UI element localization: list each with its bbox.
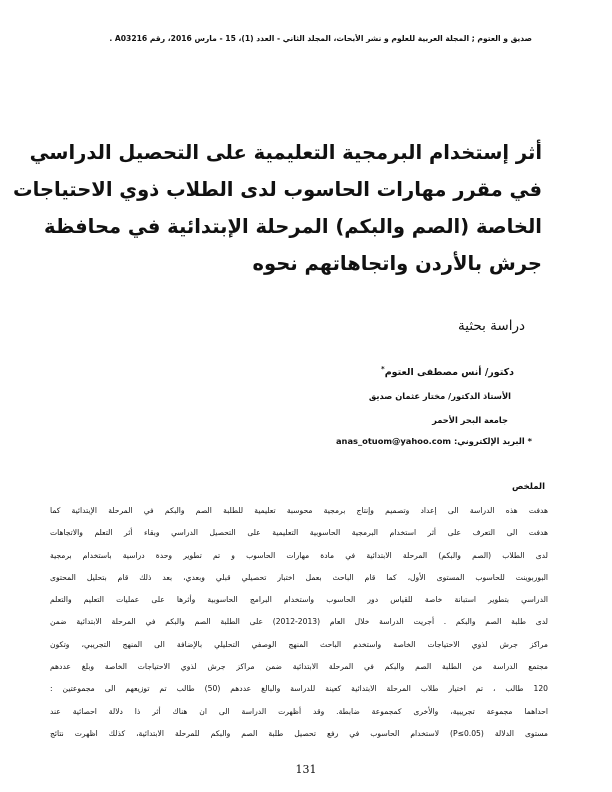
abstract-line: الدراسي بتطوير استبانة خاصة للقياس دور الحاسوب واستخدام البرامج الحاسوبية وأثرها على عمليات التعليم والتعلم [50, 595, 548, 605]
abstract-line: لدى طلبة الصم والبكم . أجريت الدراسة خلال العام (2013-2012) على الطلبة الصم والبكم في المرحلة الابتدائية ضمن [50, 617, 548, 627]
abstract-line: مجتمع الدراسة من الطلبة الصم والبكم في المرحلة الابتدائية ضمن مراكز جرش لذوي الاحتياجات الخاصة وبلغ عددهم [50, 662, 548, 672]
abstract-line: احداهما مجموعة تجريبية، والأخرى كمجموعة ضابطة. وقد أظهرت الدراسة الى ان هناك أثر ذا دلالة احصائية عند [50, 706, 548, 716]
abstract-line: هدفت هذه الدراسة الى إعداد وتصميم وإنتاج برمجية محوسبة تعليمية للطلبة الصم والبكم في المرحلة الإبتدائية كما [50, 506, 548, 515]
abstract-body [50, 500, 548, 745]
abstract-heading: الملخص [512, 482, 545, 492]
abstract-line: 120 طالب ، تم اختيار طلاب المرحلة الابتدائية كعينة للدراسة والبالغ عددهم (50) طالب تم توزيعهم الى مجموعتين : [50, 684, 548, 694]
abstract-line: هدفت الى التعرف على أثر استخدام البرمجية الحاسوبية التعليمية على التحصيل الدراسي وبقاء أثر التعلم والاتجاهات [50, 528, 548, 538]
abstract-line: البوربوينت للحاسوب المستوى الأول، كما قام الباحث بعمل اختبار تحصيلي قبلي وبعدي، بعد ذلك قام بتحليل المحتوى [50, 572, 548, 582]
author-name: دكتور/ أنس مصطفى العتوم [384, 367, 514, 379]
paper-subtitle: دراسة بحثية [458, 318, 525, 334]
abstract-line: مراكز جرش لذوي الاحتياجات الخاصة واستخدم الباحث المنهج الوصفي التحليلي بالإضافة الى المنهج التجريبي، وتكون [50, 639, 548, 649]
author-name-line [381, 365, 514, 378]
running-header: صديق و العتوم ; المجلة العربية للعلوم و نشر الأبحاث، المجلد الثاني - العدد (1)، 15 - مارس 2016، رقم A03216 . [109, 34, 532, 43]
abstract-line: لدى الطلاب (الصم والبكم) المرحلة الابتدائية في مادة مهارات الحاسوب و تم تطوير وحدة دراسية باستخدام برمجية [50, 550, 548, 560]
paper-title [13, 134, 542, 282]
email-line: * البريد الإلكتروني: anas_otuom@yahoo.com [335, 436, 532, 446]
author-footnote-mark: * [381, 365, 385, 373]
title-line: الخاصة (الصم والبكم) المرحلة الإبتدائية في محافظة [44, 215, 542, 238]
university-line: جامعة البحر الأحمر [432, 415, 508, 425]
title-line: أثر إستخدام البرمجية التعليمية على التحصيل الدراسي [29, 141, 542, 164]
co-author-line: الأستاذ الدكتور/ مختار عثمان صديق [368, 391, 511, 401]
page-number: 131 [295, 763, 317, 776]
abstract-line: مستوى الدلالة (P≤0.05) لاستخدام الحاسوب في رفع تحصيل طلبة الصم والبكم للمرحلة الابتدائية، كذلك اظهرت نتائج [50, 728, 548, 738]
title-line: في مقرر مهارات الحاسوب لدى الطلاب ذوي الاحتياجات [13, 178, 542, 201]
title-line: جرش بالأردن واتجاهاتهم نحوه [252, 252, 542, 275]
